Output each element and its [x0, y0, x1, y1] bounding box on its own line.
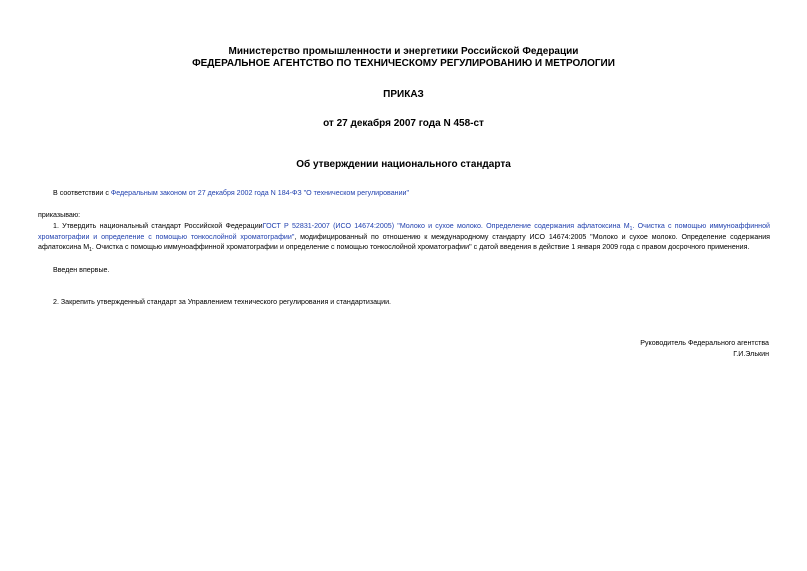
basis-paragraph: [53, 188, 409, 198]
federal-law-link[interactable]: Федеральным законом от 27 декабря 2002 года N 184-ФЗ "О техническом регулировании": [110, 189, 410, 197]
doc-type: ПРИКАЗ: [383, 89, 424, 100]
item-1-prefix: 1. Утвердить национальный стандарт Российской Федерации: [53, 222, 263, 230]
doc-subject: Об утверждении национального стандарта: [296, 159, 511, 170]
item-1-text: , модифицированный по отношению к международному стандарту ИСО 14674:2005 "Молоко и сухое молоко. Определение содержания афлатоксина $M_1$. Очистка с помощью иммуноаффинной хроматографии и определение с помощью тонкослойной хроматографии" с датой введения в действие 1 января 2009 года с правом досрочного применения.: [38, 233, 771, 253]
intro-note: Введен впервые.: [53, 266, 110, 274]
item-2-paragraph: 2. Закрепить утвержденный стандарт за Управлением технического регулирования и стандартизации.: [53, 298, 392, 306]
ministry-name: Министерство промышленности и энергетики Российской Федерации: [228, 46, 579, 57]
item-1-paragraph: [38, 221, 770, 253]
order-word: приказываю:: [38, 211, 81, 219]
signature-position: Руководитель Федерального агентства: [640, 339, 769, 347]
gost-link[interactable]: ГОСТ Р 52831-2007 (ИСО 14674:2005) "Молоко и сухое молоко. Определение содержания афлатоксина $M_1$. Очистка с помощью иммуноаффинной хроматографии и определение с помощью тонкослойной хроматографии": [38, 222, 770, 241]
basis-prefix: В соответствии с: [53, 189, 111, 197]
agency-name: ФЕДЕРАЛЬНОЕ АГЕНТСТВО ПО ТЕХНИЧЕСКОМУ РЕГУЛИРОВАНИЮ И МЕТРОЛОГИИ: [192, 58, 615, 69]
header-block: [0, 46, 807, 70]
signature-name: Г.И.Элькин: [733, 350, 769, 358]
doc-date-number: от 27 декабря 2007 года N 458-ст: [323, 118, 484, 129]
